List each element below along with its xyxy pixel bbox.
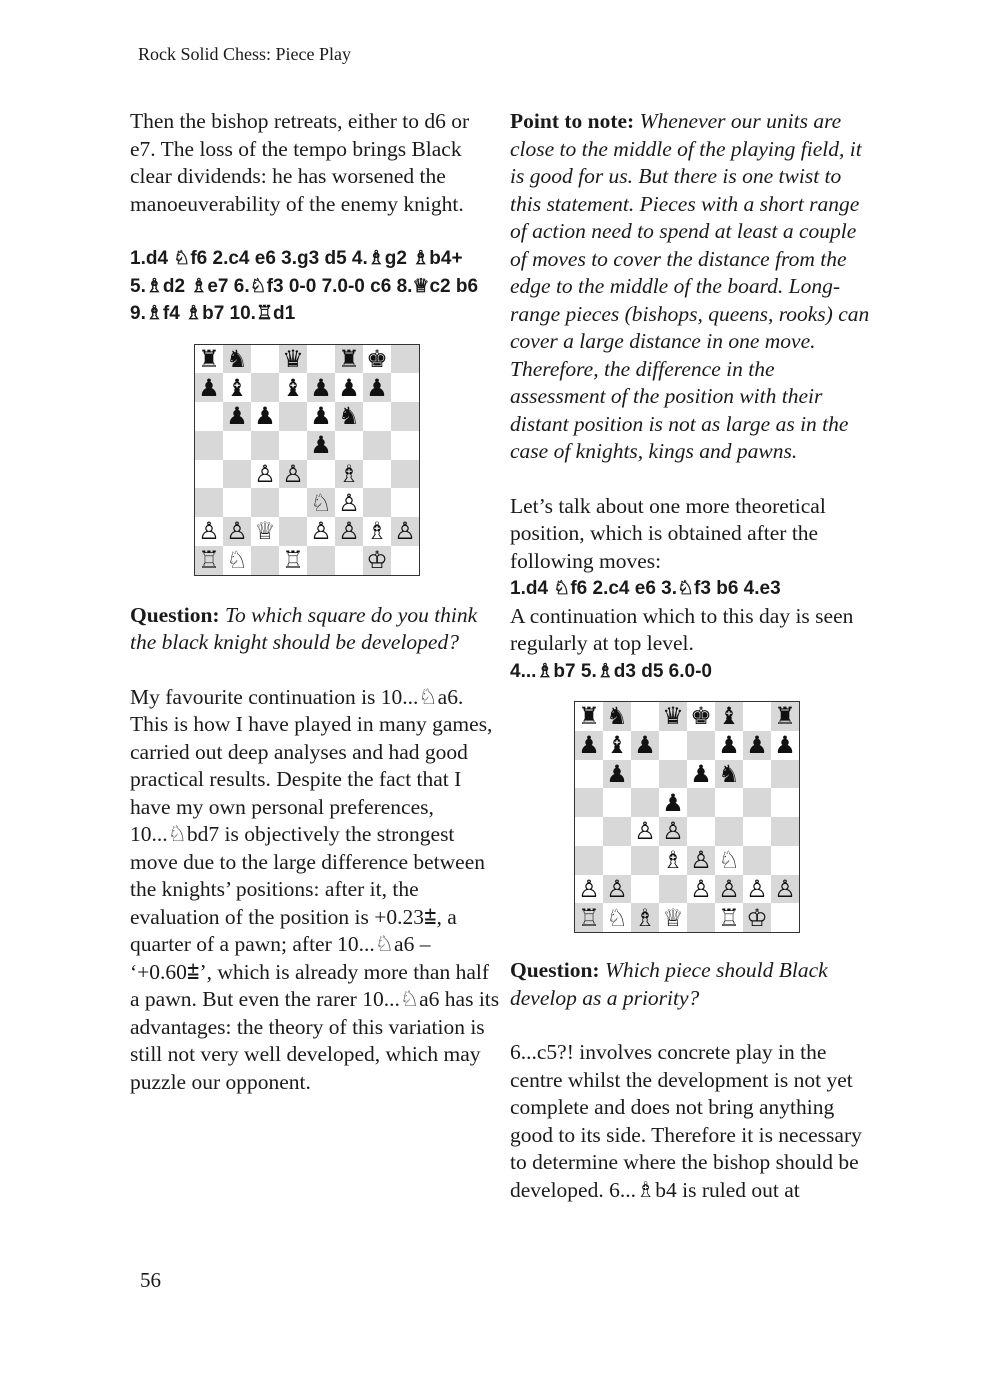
right-paragraph-1: Let’s talk about one more theoretical position, which is obtained after the following moves: bbox=[510, 493, 826, 573]
chess-piece: ♙ bbox=[771, 875, 799, 904]
chess-piece: ♜ bbox=[771, 702, 799, 731]
chess-piece: ♗ bbox=[631, 903, 659, 932]
chess-piece: ♟ bbox=[715, 731, 743, 760]
chess-piece: ♔ bbox=[743, 903, 771, 932]
board-square bbox=[195, 402, 223, 431]
chess-piece: ♘ bbox=[223, 546, 251, 575]
board-square bbox=[687, 817, 715, 846]
chess-piece: ♟ bbox=[223, 402, 251, 431]
left-column bbox=[130, 108, 500, 1096]
chess-piece: ♘ bbox=[603, 903, 631, 932]
chess-piece: ♟ bbox=[307, 431, 335, 460]
board-square bbox=[687, 731, 715, 760]
board-square bbox=[743, 817, 771, 846]
board-square bbox=[659, 760, 687, 789]
board-square bbox=[279, 402, 307, 431]
board-square bbox=[363, 488, 391, 517]
chess-piece: ♙ bbox=[687, 875, 715, 904]
chessboard bbox=[194, 344, 420, 576]
board-square bbox=[251, 488, 279, 517]
board-square bbox=[659, 731, 687, 760]
move-sequence-3: 4...♗b7 5.♗d3 d5 6.0-0 bbox=[510, 660, 712, 682]
chess-piece: ♟ bbox=[631, 731, 659, 760]
chess-piece: ♟ bbox=[575, 731, 603, 760]
board-square bbox=[279, 431, 307, 460]
chess-piece: ♙ bbox=[391, 517, 419, 546]
chess-piece: ♟ bbox=[687, 760, 715, 789]
chess-piece: ♟ bbox=[335, 373, 363, 402]
chess-piece: ♚ bbox=[687, 702, 715, 731]
chess-piece: ♙ bbox=[335, 517, 363, 546]
chess-piece: ♕ bbox=[659, 903, 687, 932]
question-1 bbox=[130, 602, 500, 657]
board-square bbox=[363, 402, 391, 431]
board-square bbox=[631, 760, 659, 789]
chess-diagram-1 bbox=[194, 344, 500, 576]
page-number: 56 bbox=[140, 1268, 161, 1292]
board-square bbox=[771, 903, 799, 932]
chess-piece: ♟ bbox=[771, 731, 799, 760]
board-square bbox=[251, 345, 279, 374]
board-square bbox=[771, 817, 799, 846]
chess-piece: ♗ bbox=[335, 460, 363, 489]
chess-piece: ♞ bbox=[223, 345, 251, 374]
running-head: Rock Solid Chess: Piece Play bbox=[138, 44, 351, 64]
board-square bbox=[631, 875, 659, 904]
board-square bbox=[391, 488, 419, 517]
chess-piece: ♗ bbox=[659, 846, 687, 875]
chess-piece: ♝ bbox=[223, 373, 251, 402]
board-square bbox=[771, 846, 799, 875]
chess-piece: ♜ bbox=[195, 345, 223, 374]
chess-piece: ♜ bbox=[335, 345, 363, 374]
chess-piece: ♙ bbox=[659, 817, 687, 846]
board-square bbox=[223, 460, 251, 489]
chess-piece: ♖ bbox=[195, 546, 223, 575]
board-square bbox=[631, 788, 659, 817]
board-square bbox=[251, 546, 279, 575]
chess-piece: ♝ bbox=[715, 702, 743, 731]
chess-piece: ♟ bbox=[307, 402, 335, 431]
board-square bbox=[575, 788, 603, 817]
chess-piece: ♞ bbox=[603, 702, 631, 731]
chess-piece: ♙ bbox=[223, 517, 251, 546]
right-paragraph-2: A continuation which to this day is seen regularly at top level. bbox=[510, 603, 854, 655]
chess-piece: ♙ bbox=[307, 517, 335, 546]
chess-piece: ♕ bbox=[251, 517, 279, 546]
board-square bbox=[251, 373, 279, 402]
chess-piece: ♟ bbox=[195, 373, 223, 402]
board-square bbox=[335, 431, 363, 460]
board-square bbox=[391, 431, 419, 460]
board-square bbox=[771, 760, 799, 789]
board-square bbox=[251, 431, 279, 460]
move-sequence-1: 1.d4 ♘f6 2.c4 e6 3.g3 d5 4.♗g2 ♗b4+ 5.♗d2 ♗e7 6.♘f3 0-0 7.0-0 c6 8.♕c2 b6 9.♗f4 ♗b7 10.♖d1 bbox=[130, 248, 479, 324]
chess-piece: ♜ bbox=[575, 702, 603, 731]
chess-diagram-2 bbox=[574, 701, 870, 933]
chess-piece: ♙ bbox=[715, 875, 743, 904]
chess-piece: ♘ bbox=[307, 488, 335, 517]
board-square bbox=[575, 760, 603, 789]
chess-piece: ♙ bbox=[687, 846, 715, 875]
question-label: Question: bbox=[130, 602, 220, 627]
board-square bbox=[195, 431, 223, 460]
board-square bbox=[743, 846, 771, 875]
chess-piece: ♟ bbox=[603, 760, 631, 789]
board-square bbox=[659, 875, 687, 904]
chess-piece: ♙ bbox=[251, 460, 279, 489]
chess-piece: ♟ bbox=[251, 402, 279, 431]
board-square bbox=[631, 702, 659, 731]
right-paragraph-3: 6...c5?! involves concrete play in the centre whilst the development is not yet complete and does not bring anything good to its side. Therefore it is necessary to determine where the bishop should be developed. 6...♗b4 is ruled out at bbox=[510, 1040, 862, 1202]
move-sequence-2: 1.d4 ♘f6 2.c4 e6 3.♘f3 b6 4.e3 bbox=[510, 578, 781, 599]
board-square bbox=[279, 517, 307, 546]
chess-piece: ♟ bbox=[363, 373, 391, 402]
board-square bbox=[391, 373, 419, 402]
board-square bbox=[195, 488, 223, 517]
point-to-note bbox=[510, 108, 870, 466]
board-square bbox=[391, 402, 419, 431]
board-square bbox=[335, 546, 363, 575]
chess-piece: ♞ bbox=[715, 760, 743, 789]
board-square bbox=[603, 788, 631, 817]
board-square bbox=[223, 431, 251, 460]
chessboard bbox=[574, 701, 800, 933]
chess-piece: ♖ bbox=[715, 903, 743, 932]
chess-piece: ♛ bbox=[279, 345, 307, 374]
chess-piece: ♝ bbox=[603, 731, 631, 760]
board-square bbox=[195, 460, 223, 489]
chess-piece: ♟ bbox=[307, 373, 335, 402]
chess-piece: ♔ bbox=[363, 546, 391, 575]
question-text: To which square do you think the black knight should be developed? bbox=[130, 602, 478, 654]
chess-piece: ♘ bbox=[715, 846, 743, 875]
chess-piece: ♝ bbox=[279, 373, 307, 402]
board-square bbox=[391, 345, 419, 374]
chess-piece: ♛ bbox=[659, 702, 687, 731]
board-square bbox=[279, 488, 307, 517]
board-square bbox=[743, 702, 771, 731]
chess-piece: ♙ bbox=[631, 817, 659, 846]
board-square bbox=[743, 788, 771, 817]
chess-piece: ♙ bbox=[279, 460, 307, 489]
chess-piece: ♙ bbox=[603, 875, 631, 904]
chess-piece: ♞ bbox=[335, 402, 363, 431]
board-square bbox=[575, 846, 603, 875]
chess-piece: ♟ bbox=[743, 731, 771, 760]
note-text: Whenever our units are close to the middle of the playing field, it is good for us. But there is one twist to this statement. Pieces with a short range of action need to spend at least a couple of moves to cover the distance from the edge to the middle of the board. Long-range pieces (bishops, queens, rooks) can cover a large distance in one move. Therefore, the difference in the assessment of the position with their distant position is not as large as in the case of knights, kings and pawns. bbox=[510, 109, 870, 463]
left-paragraph-2: My favourite continuation is 10...♘a6. This is how I have played in many games, carried out deep analyses and had good practical results. Despite the fact that I have my own personal preferences, 10...♘bd7 is objectively the strongest move due to the large difference between the knights’ positions: after it, the evaluation of the position is +0.23⩲, a quarter of a pawn; after 10...♘a6 – ‘+0.60⩲’, which is already more than half a pawn. But even the rarer 10...♘a6 has its advantages: the theory of this variation is still not very well developed, which may puzzle our opponent. bbox=[130, 684, 500, 1094]
chess-piece: ♙ bbox=[743, 875, 771, 904]
board-square bbox=[363, 460, 391, 489]
chess-piece: ♟ bbox=[659, 788, 687, 817]
board-square bbox=[363, 431, 391, 460]
question-2 bbox=[510, 957, 870, 1012]
chess-piece: ♙ bbox=[575, 875, 603, 904]
board-square bbox=[715, 788, 743, 817]
board-square bbox=[603, 817, 631, 846]
board-square bbox=[391, 460, 419, 489]
chess-piece: ♙ bbox=[335, 488, 363, 517]
chess-piece: ♙ bbox=[195, 517, 223, 546]
right-column bbox=[510, 108, 870, 1204]
board-square bbox=[687, 903, 715, 932]
board-square bbox=[771, 788, 799, 817]
question-label: Question: bbox=[510, 958, 600, 982]
board-square bbox=[687, 788, 715, 817]
chess-piece: ♖ bbox=[575, 903, 603, 932]
board-square bbox=[743, 760, 771, 789]
board-square bbox=[307, 460, 335, 489]
chess-piece: ♚ bbox=[363, 345, 391, 374]
left-paragraph-1: Then the bishop retreats, either to d6 or e7. The loss of the tempo brings Black clear dividends: he has worsened the manoeuverability of the enemy knight. bbox=[130, 109, 470, 216]
board-square bbox=[307, 345, 335, 374]
board-square bbox=[391, 546, 419, 575]
board-square bbox=[603, 846, 631, 875]
board-square bbox=[223, 488, 251, 517]
chess-piece: ♖ bbox=[279, 546, 307, 575]
chess-piece: ♗ bbox=[363, 517, 391, 546]
board-square bbox=[307, 546, 335, 575]
board-square bbox=[575, 817, 603, 846]
note-label: Point to note: bbox=[510, 109, 635, 133]
board-square bbox=[715, 817, 743, 846]
question-text: Which piece should Black develop as a priority? bbox=[510, 958, 828, 1010]
board-square bbox=[631, 846, 659, 875]
